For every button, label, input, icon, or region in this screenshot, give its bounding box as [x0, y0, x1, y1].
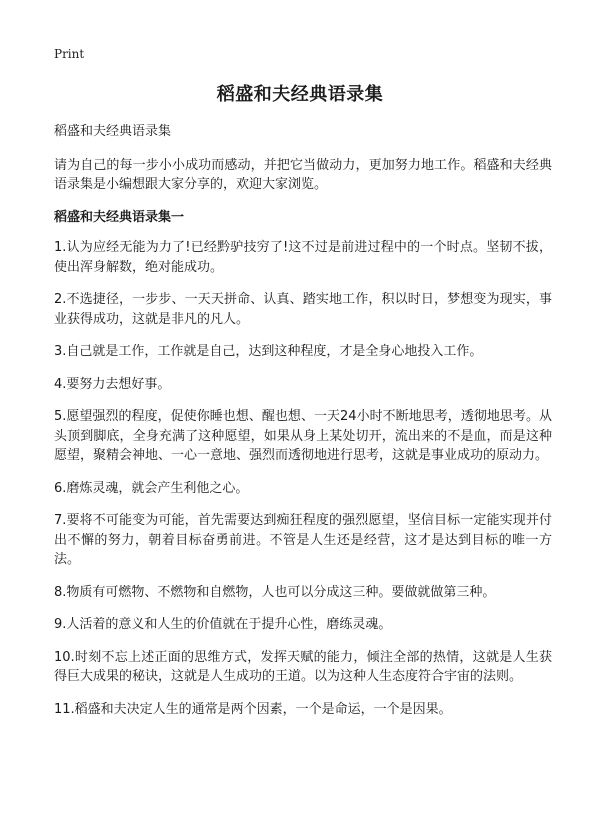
- article-body: [54, 122, 552, 732]
- quote-item: 2.不选捷径，一步步、一天天拼命、认真、踏实地工作，积以时日，梦想变为现实，事业获得成功，这就是非凡的凡人。: [54, 292, 552, 327]
- quote-item: 1.认为应经无能为力了!已经黔驴技穷了!这不过是前进过程中的一个时点。坚韧不拔，使出浑身解数，绝对能成功。: [54, 240, 552, 275]
- quote-item: 11.稻盛和夫决定人生的通常是两个因素，一个是命运，一个是因果。: [54, 701, 452, 717]
- quote-item: 5.愿望强烈的程度，促使你睡也想、醒也想、一天24小时不断地思考，透彻地思考。从头顶到脚底，全身充满了这种愿望，如果从身上某处切开，流出来的不是血，而是这种愿望，聚精会神地、一心一意地、强烈而透彻地进行思考，这就是事业成功的原动力。: [54, 409, 552, 463]
- section-heading: 稻盛和夫经典语录集一: [54, 209, 185, 225]
- print-link[interactable]: Print: [54, 47, 85, 61]
- quote-item: 7.要将不可能变为可能，首先需要达到痴狂程度的强烈愿望，坚信目标一定能实现并付出不懈的努力，朝着目标奋勇前进。不管是人生还是经营，这才是达到目标的唯一方法。: [54, 513, 552, 567]
- page-title: 稻盛和夫经典语录集: [216, 84, 384, 105]
- quote-item: 4.要努力去想好事。: [54, 376, 171, 392]
- quote-item: 9.人活着的意义和人生的价值就在于提升心性，磨练灵魂。: [54, 617, 392, 632]
- quote-item: 8.物质有可燃物、不燃物和自燃物，人也可以分成这三种。要做就做第三种。: [54, 584, 496, 600]
- quote-item: 10.时刻不忘上述正面的思维方式，发挥天赋的能力，倾注全部的热情，这就是人生获得巨大成果的秘诀，这就是人生成功的王道。以为这种人生态度符合宇宙的法则。: [54, 649, 552, 684]
- article-subtitle: 稻盛和夫经典语录集: [54, 124, 172, 139]
- quote-item: 6.磨炼灵魂，就会产生利他之心。: [54, 480, 249, 496]
- intro-paragraph: 请为自己的每一步小小成功而感动，并把它当做动力，更加努力地工作。稻盛和夫经典语录集是小编想跟大家分享的，欢迎大家浏览。: [54, 157, 552, 192]
- quote-item: 3.自己就是工作，工作就是自己，达到这种程度，才是全身心地投入工作。: [54, 344, 483, 359]
